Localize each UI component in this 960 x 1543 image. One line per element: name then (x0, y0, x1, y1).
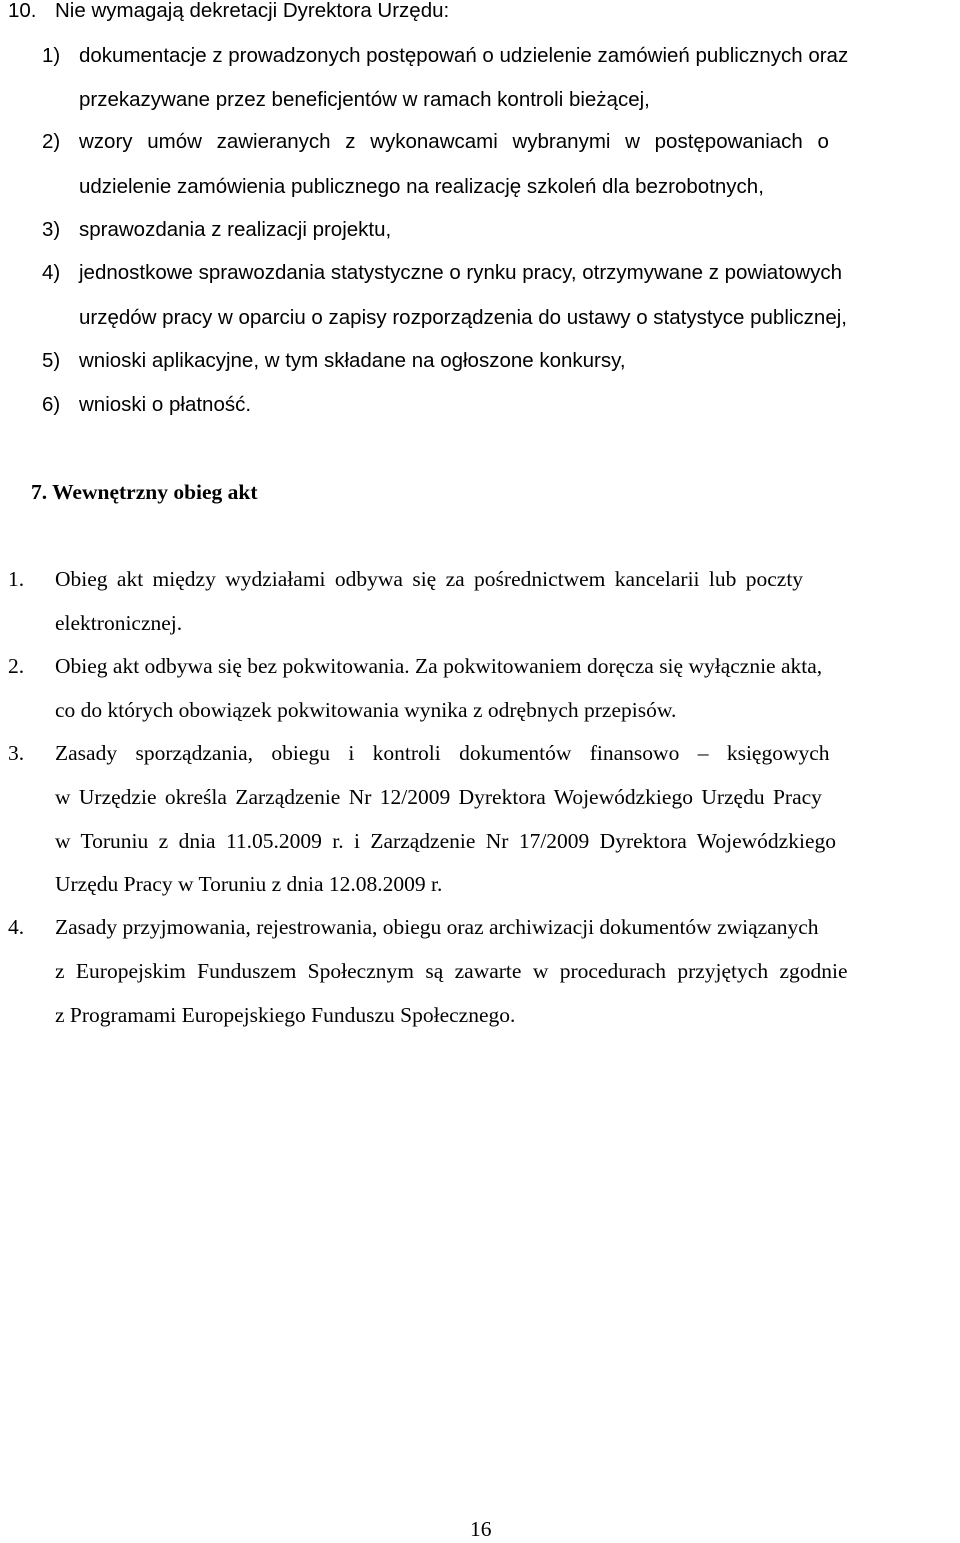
point-4-line-3: z Programami Europejskiego Funduszu Społecznego. (55, 1003, 516, 1027)
sub-4-line-1: jednostkowe sprawozdania statystyczne o rynku pracy, otrzymywane z powiatowych (79, 261, 843, 284)
point-4-line-2: z Europejskim Funduszem Społecznym są zawarte w procedurach przyjętych zgodnie (55, 959, 848, 983)
sub-5-marker: 5) (42, 349, 61, 372)
point-3-line-3: w Toruniu z dnia 11.05.2009 r. i Zarządzenie Nr 17/2009 Dyrektora Wojewódzkiego (55, 829, 836, 853)
sub-3-marker: 3) (42, 218, 61, 241)
sub-4-marker: 4) (42, 261, 61, 284)
point-4-marker: 4. (8, 915, 25, 939)
point-1-line-2: elektronicznej. (55, 611, 183, 635)
sub-2-line-1: wzory umów zawieranych z wykonawcami wybranymi w postępowaniach o (79, 130, 829, 153)
page-number: 16 (470, 1517, 492, 1541)
sub-1-marker: 1) (42, 44, 61, 67)
sub-5-line-1: wnioski aplikacyjne, w tym składane na ogłoszone konkursy, (79, 349, 626, 372)
point-3-marker: 3. (8, 741, 25, 765)
point-1-marker: 1. (8, 567, 25, 591)
section-title: 7. Wewnętrzny obieg akt (31, 480, 258, 504)
sub-3-line-1: sprawozdania z realizacji projektu, (79, 218, 392, 241)
item-10-marker: 10. (8, 0, 37, 22)
sub-1-line-2: przekazywane przez beneficjentów w ramach kontroli bieżącej, (79, 88, 650, 111)
point-3-line-1: Zasady sporządzania, obiegu i kontroli dokumentów finansowo – księgowych (55, 741, 830, 765)
point-2-line-2: co do których obowiązek pokwitowania wynika z odrębnych przepisów. (55, 698, 677, 722)
sub-4-line-2: urzędów pracy w oparciu o zapisy rozporządzenia do ustawy o statystyce publicznej, (79, 306, 847, 329)
point-1-line-1: Obieg akt między wydziałami odbywa się za pośrednictwem kancelarii lub poczty (55, 567, 804, 591)
sub-2-marker: 2) (42, 130, 61, 153)
sub-1-line-1: dokumentacje z prowadzonych postępowań o udzielenie zamówień publicznych oraz (79, 44, 849, 67)
sub-2-line-2: udzielenie zamówienia publicznego na realizację szkoleń dla bezrobotnych, (79, 175, 764, 198)
sub-6-line-1: wnioski o płatność. (79, 393, 252, 416)
point-3-line-2: w Urzędzie określa Zarządzenie Nr 12/2009 Dyrektora Wojewódzkiego Urzędu Pracy (55, 785, 822, 809)
sub-6-marker: 6) (42, 393, 61, 416)
point-3-line-4: Urzędu Pracy w Toruniu z dnia 12.08.2009 r. (55, 872, 443, 896)
point-2-marker: 2. (8, 654, 25, 678)
point-2-line-1: Obieg akt odbywa się bez pokwitowania. Za pokwitowaniem doręcza się wyłącznie akta, (55, 654, 823, 678)
item-10-heading: Nie wymagają dekretacji Dyrektora Urzędu: (55, 0, 450, 22)
point-4-line-1: Zasady przyjmowania, rejestrowania, obiegu oraz archiwizacji dokumentów związanych (55, 915, 819, 939)
